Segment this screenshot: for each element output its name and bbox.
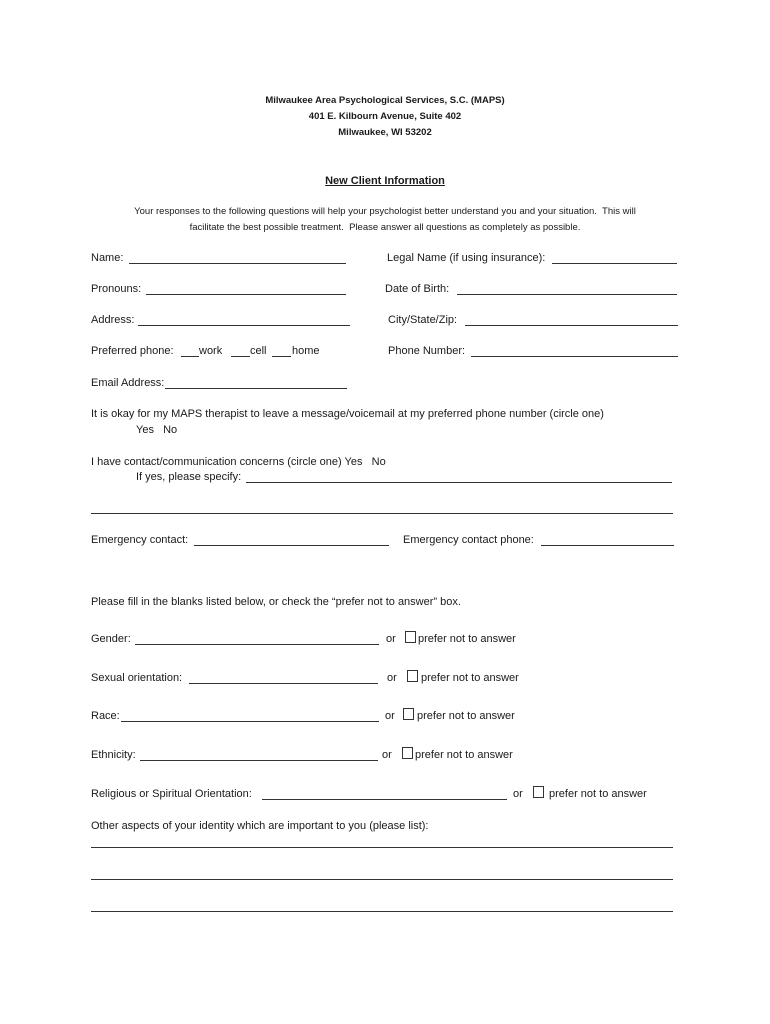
phone-home-label: home bbox=[292, 345, 320, 357]
org-address-line2: Milwaukee, WI 53202 bbox=[338, 127, 432, 138]
race-prefer-not-label: prefer not to answer bbox=[417, 710, 515, 722]
other-aspects-line1[interactable] bbox=[91, 847, 673, 848]
phone-cell-blank[interactable] bbox=[231, 356, 250, 357]
ethnicity-label: Ethnicity: bbox=[91, 749, 136, 761]
name-field[interactable] bbox=[129, 263, 346, 264]
religious-or: or bbox=[513, 788, 523, 800]
religious-prefer-not-label: prefer not to answer bbox=[549, 788, 647, 800]
contact-concerns-question[interactable]: I have contact/communication concerns (circle one) Yes No bbox=[91, 456, 386, 468]
emergency-phone-label: Emergency contact phone: bbox=[403, 534, 534, 546]
other-aspects-label: Other aspects of your identity which are important to you (please list): bbox=[91, 820, 429, 832]
other-aspects-line2[interactable] bbox=[91, 879, 673, 880]
sexual-orientation-prefer-not-checkbox[interactable] bbox=[407, 670, 418, 682]
phone-number-label: Phone Number: bbox=[388, 345, 466, 357]
race-field[interactable] bbox=[121, 721, 379, 722]
preferred-phone-label: Preferred phone: bbox=[91, 345, 174, 357]
phone-number-field[interactable] bbox=[471, 356, 678, 357]
sexual-orientation-label: Sexual orientation: bbox=[91, 672, 183, 684]
gender-prefer-not-label: prefer not to answer bbox=[418, 633, 516, 645]
sexual-orientation-or: or bbox=[387, 672, 397, 684]
email-field[interactable] bbox=[165, 388, 347, 389]
religious-prefer-not-checkbox[interactable] bbox=[533, 786, 544, 798]
if-yes-field[interactable] bbox=[246, 482, 672, 483]
if-yes-label: If yes, please specify: bbox=[136, 471, 242, 483]
voicemail-question: It is okay for my MAPS therapist to leave a message/voicemail at my preferred phone number (circle one) bbox=[91, 408, 604, 420]
ethnicity-prefer-not-checkbox[interactable] bbox=[402, 747, 413, 759]
race-prefer-not-checkbox[interactable] bbox=[403, 708, 414, 720]
ethnicity-field[interactable] bbox=[140, 760, 378, 761]
intro-line2: facilitate the best possible treatment. Please answer all questions as completely as possible. bbox=[189, 222, 581, 233]
religious-label: Religious or Spiritual Orientation: bbox=[91, 788, 252, 800]
intro-line1: Your responses to the following questions will help your psychologist better understand you and your situation. This will bbox=[134, 206, 636, 217]
email-label: Email Address: bbox=[91, 377, 165, 389]
city-state-zip-field[interactable] bbox=[465, 325, 678, 326]
phone-cell-label: cell bbox=[250, 345, 267, 357]
phone-work-blank[interactable] bbox=[181, 356, 199, 357]
ethnicity-or: or bbox=[382, 749, 392, 761]
pronouns-field[interactable] bbox=[146, 294, 346, 295]
sexual-orientation-prefer-not-label: prefer not to answer bbox=[421, 672, 519, 684]
address-label: Address: bbox=[91, 314, 135, 326]
gender-label: Gender: bbox=[91, 633, 131, 645]
ethnicity-prefer-not-label: prefer not to answer bbox=[415, 749, 513, 761]
gender-prefer-not-checkbox[interactable] bbox=[405, 631, 416, 643]
emergency-contact-field[interactable] bbox=[194, 545, 389, 546]
phone-home-blank[interactable] bbox=[272, 356, 291, 357]
gender-field[interactable] bbox=[135, 644, 379, 645]
dob-field[interactable] bbox=[457, 294, 677, 295]
emergency-phone-field[interactable] bbox=[541, 545, 674, 546]
city-state-zip-label: City/State/Zip: bbox=[388, 314, 458, 326]
race-or: or bbox=[385, 710, 395, 722]
gender-or: or bbox=[386, 633, 396, 645]
name-label: Name: bbox=[91, 252, 124, 264]
legal-name-label: Legal Name (if using insurance): bbox=[387, 252, 546, 264]
demographics-instructions: Please fill in the blanks listed below, or check the “prefer not to answer” box. bbox=[91, 596, 461, 608]
form-title: New Client Information bbox=[325, 175, 445, 187]
if-yes-field-continued[interactable] bbox=[91, 513, 673, 514]
legal-name-field[interactable] bbox=[552, 263, 677, 264]
sexual-orientation-field[interactable] bbox=[189, 683, 378, 684]
dob-label: Date of Birth: bbox=[385, 283, 450, 295]
race-label: Race: bbox=[91, 710, 120, 722]
org-address-line1: 401 E. Kilbourn Avenue, Suite 402 bbox=[308, 111, 462, 122]
emergency-contact-label: Emergency contact: bbox=[91, 534, 189, 546]
pronouns-label: Pronouns: bbox=[91, 283, 142, 295]
address-field[interactable] bbox=[138, 325, 350, 326]
voicemail-options[interactable]: Yes No bbox=[136, 424, 178, 436]
phone-work-label: work bbox=[199, 345, 223, 357]
religious-field[interactable] bbox=[262, 799, 507, 800]
other-aspects-line3[interactable] bbox=[91, 911, 673, 912]
org-name: Milwaukee Area Psychological Services, S.C. (MAPS) bbox=[265, 95, 505, 106]
